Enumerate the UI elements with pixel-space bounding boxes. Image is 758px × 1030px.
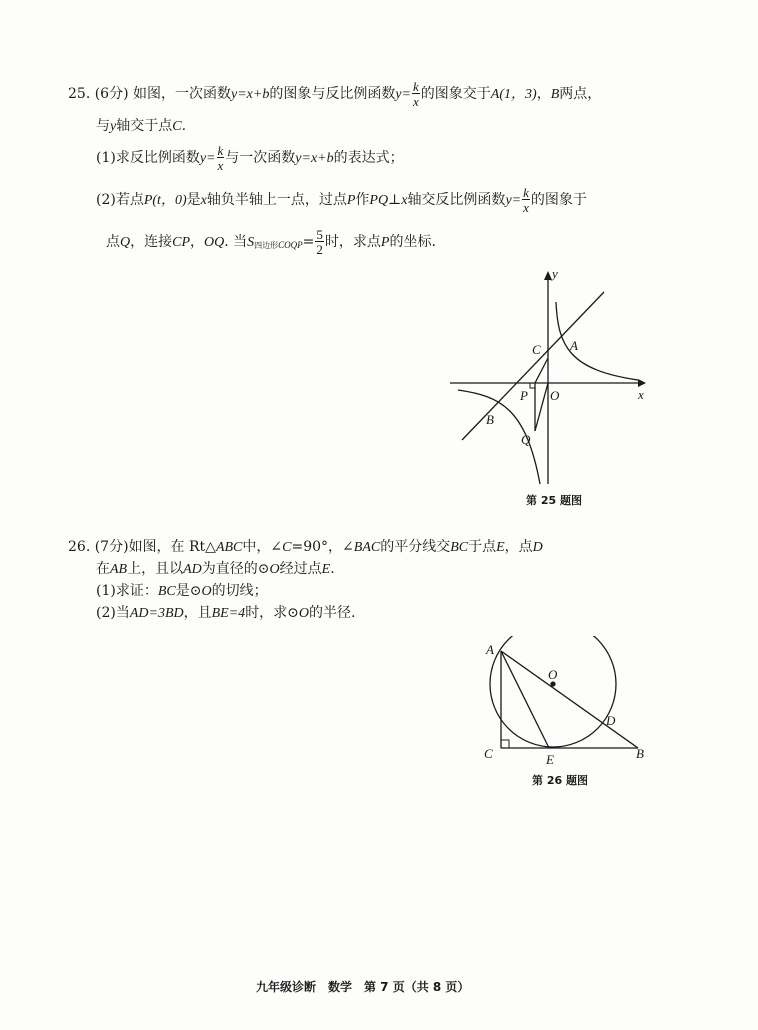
q25-area-symbol: S — [247, 235, 255, 250]
q25-eq-y: y= — [505, 193, 522, 208]
q26-var: AB — [110, 562, 128, 577]
q25-text: 是 — [186, 192, 201, 208]
q25-text: = — [302, 234, 315, 250]
q26-text: 于点 — [468, 539, 497, 555]
q25-text: ，连接 — [130, 234, 173, 250]
q26-text: ，点 — [504, 539, 533, 555]
segment-ab — [501, 651, 638, 748]
x-axis-arrow — [638, 379, 646, 387]
label-c: C — [484, 746, 493, 761]
q26-var: O — [269, 562, 280, 577]
label-o: O — [548, 667, 558, 682]
q25-var: CP — [172, 235, 191, 250]
q25-fraction-k-over-x: $\frac{k}{x}$ — [523, 185, 529, 215]
q25-text: ， — [536, 86, 551, 102]
q26-var: O — [298, 606, 310, 621]
q25-var: y — [110, 119, 117, 134]
q25-figure — [440, 262, 660, 492]
q25-text: . 当 — [224, 234, 248, 250]
q25-var: P(t，0) — [143, 193, 187, 208]
q25-eq-linear: y=x+b — [295, 151, 334, 166]
q25-text: 的图象交于 — [420, 86, 491, 102]
q25-text: 的图象于 — [530, 192, 587, 208]
label-d: D — [606, 713, 616, 728]
q25-number: 25. — [68, 86, 91, 102]
q25-point-b: B — [550, 87, 560, 102]
q26-var: BE=4 — [211, 606, 246, 621]
q25-var: OQ — [204, 235, 225, 250]
q26-text: 的切线； — [211, 583, 268, 599]
q26-text: (1)求证： — [96, 583, 158, 599]
q25-text: 与 — [96, 118, 110, 134]
label-c: C — [532, 342, 541, 357]
q26-text: 如图，在 Rt△ — [128, 539, 216, 555]
q26-var: BAC — [353, 540, 381, 555]
q26-var: E — [496, 540, 505, 555]
q26-figure-caption: 第 26 题图 — [532, 774, 588, 787]
q26-var: BC — [157, 584, 176, 599]
q25-figure-caption: 第 25 题图 — [526, 494, 582, 507]
q25-text: 的坐标. — [389, 234, 436, 250]
q26-text: 时，求⊙ — [245, 605, 299, 621]
q25-text: 作 — [355, 192, 370, 208]
center-point-o — [550, 681, 555, 686]
q25-line1 — [68, 80, 601, 108]
linear-function-line — [462, 292, 604, 440]
q25-text: 时，求点 — [324, 234, 381, 250]
segment-ae — [501, 651, 549, 748]
q25-var: C — [172, 119, 182, 134]
q26-part2 — [96, 606, 356, 621]
label-o: O — [550, 388, 560, 403]
q26-text: =90°，∠ — [291, 539, 354, 555]
q25-text: 与一次函数 — [225, 150, 296, 166]
q26-points: (7分) — [94, 539, 129, 555]
q25-text: 的表达式； — [333, 150, 404, 166]
q25-points: (6分) — [94, 86, 129, 102]
q25-text: ， — [190, 234, 205, 250]
label-b: B — [486, 412, 494, 427]
q26-text: 经过点 — [279, 561, 322, 577]
q25-point-a: A(1，3) — [490, 87, 537, 102]
q25-fraction-k-over-x: $\frac{k}{x}$ — [217, 143, 224, 173]
q26-var: D — [532, 540, 543, 555]
q25-var: P — [380, 235, 390, 250]
q26-text: 上，且以 — [127, 561, 184, 577]
q25-part1 — [96, 144, 404, 172]
q25-text: 两点， — [559, 86, 602, 102]
label-q: Q — [521, 432, 531, 447]
label-b: B — [636, 746, 644, 761]
right-angle-mark — [501, 740, 509, 748]
q25-area-subscript: 四边形COQP — [254, 240, 303, 250]
q26-number: 26. — [68, 539, 91, 555]
q25-eq-linear: y=x+b — [231, 87, 270, 102]
label-p: P — [520, 388, 528, 403]
q26-line1 — [68, 540, 543, 555]
q25-text: 轴交反比例函数 — [407, 192, 506, 208]
q25-text: 轴交于点 — [116, 118, 173, 134]
q26-part1 — [96, 584, 268, 599]
q25-text: 如图，一次函数 — [133, 86, 232, 102]
q26-var: E — [321, 562, 331, 577]
q26-line2 — [96, 562, 335, 577]
q25-eq-y: y= — [395, 87, 412, 102]
q26-text: 的平分线交 — [380, 539, 451, 555]
label-a: A — [486, 642, 494, 657]
q25-text: 点 — [106, 234, 120, 250]
label-a: A — [570, 338, 578, 353]
q26-text: (2)当 — [96, 605, 130, 621]
q25-fraction-k-over-x: $\frac{k}{x}$ — [413, 79, 419, 109]
q25-var: x — [200, 193, 207, 208]
hyperbola-branch-1 — [556, 302, 638, 380]
right-angle-mark — [530, 383, 535, 388]
q25-var: Q — [120, 235, 131, 250]
q26-var: AD — [183, 562, 202, 577]
q25-text: 轴负半轴上一点，过点 — [206, 192, 347, 208]
segment-oq — [535, 383, 548, 431]
q26-text: 中，∠ — [242, 539, 283, 555]
q25-var: PQ⊥x — [369, 193, 408, 208]
q25-var: P — [346, 193, 356, 208]
q26-text: 是⊙ — [175, 583, 202, 599]
q26-text: 为直径的⊙ — [201, 561, 270, 577]
q26-var: AD=3BD — [129, 606, 184, 621]
q26-var: ABC — [215, 540, 243, 555]
q25-text: (1)求反比例函数 — [96, 150, 200, 166]
y-axis-arrow — [544, 271, 552, 280]
q26-text: . — [330, 561, 335, 577]
q26-text: 的半径. — [309, 605, 356, 621]
q26-text: ，且 — [183, 605, 212, 621]
q25-text: 的图象与反比例函数 — [269, 86, 396, 102]
q25-line5 — [106, 228, 436, 256]
q25-eq-y: y= — [199, 151, 216, 166]
page-footer: 九年级诊断 数学 第 7 页（共 8 页） — [256, 980, 470, 994]
q26-var: BC — [450, 540, 469, 555]
q25-area-fraction: $\frac{5}{2}$ — [316, 227, 323, 257]
q25-part2 — [96, 186, 587, 214]
circle-o — [490, 636, 616, 747]
label-x: x — [638, 387, 644, 402]
q26-text: 在 — [96, 561, 110, 577]
q26-var: O — [201, 584, 212, 599]
q26-figure — [476, 636, 656, 768]
label-e: E — [546, 752, 554, 767]
q26-var: C — [282, 540, 292, 555]
label-y: y — [552, 266, 558, 281]
q25-text: . — [181, 118, 187, 134]
q25-line2 — [96, 119, 186, 134]
q25-text: (2)若点 — [96, 192, 144, 208]
